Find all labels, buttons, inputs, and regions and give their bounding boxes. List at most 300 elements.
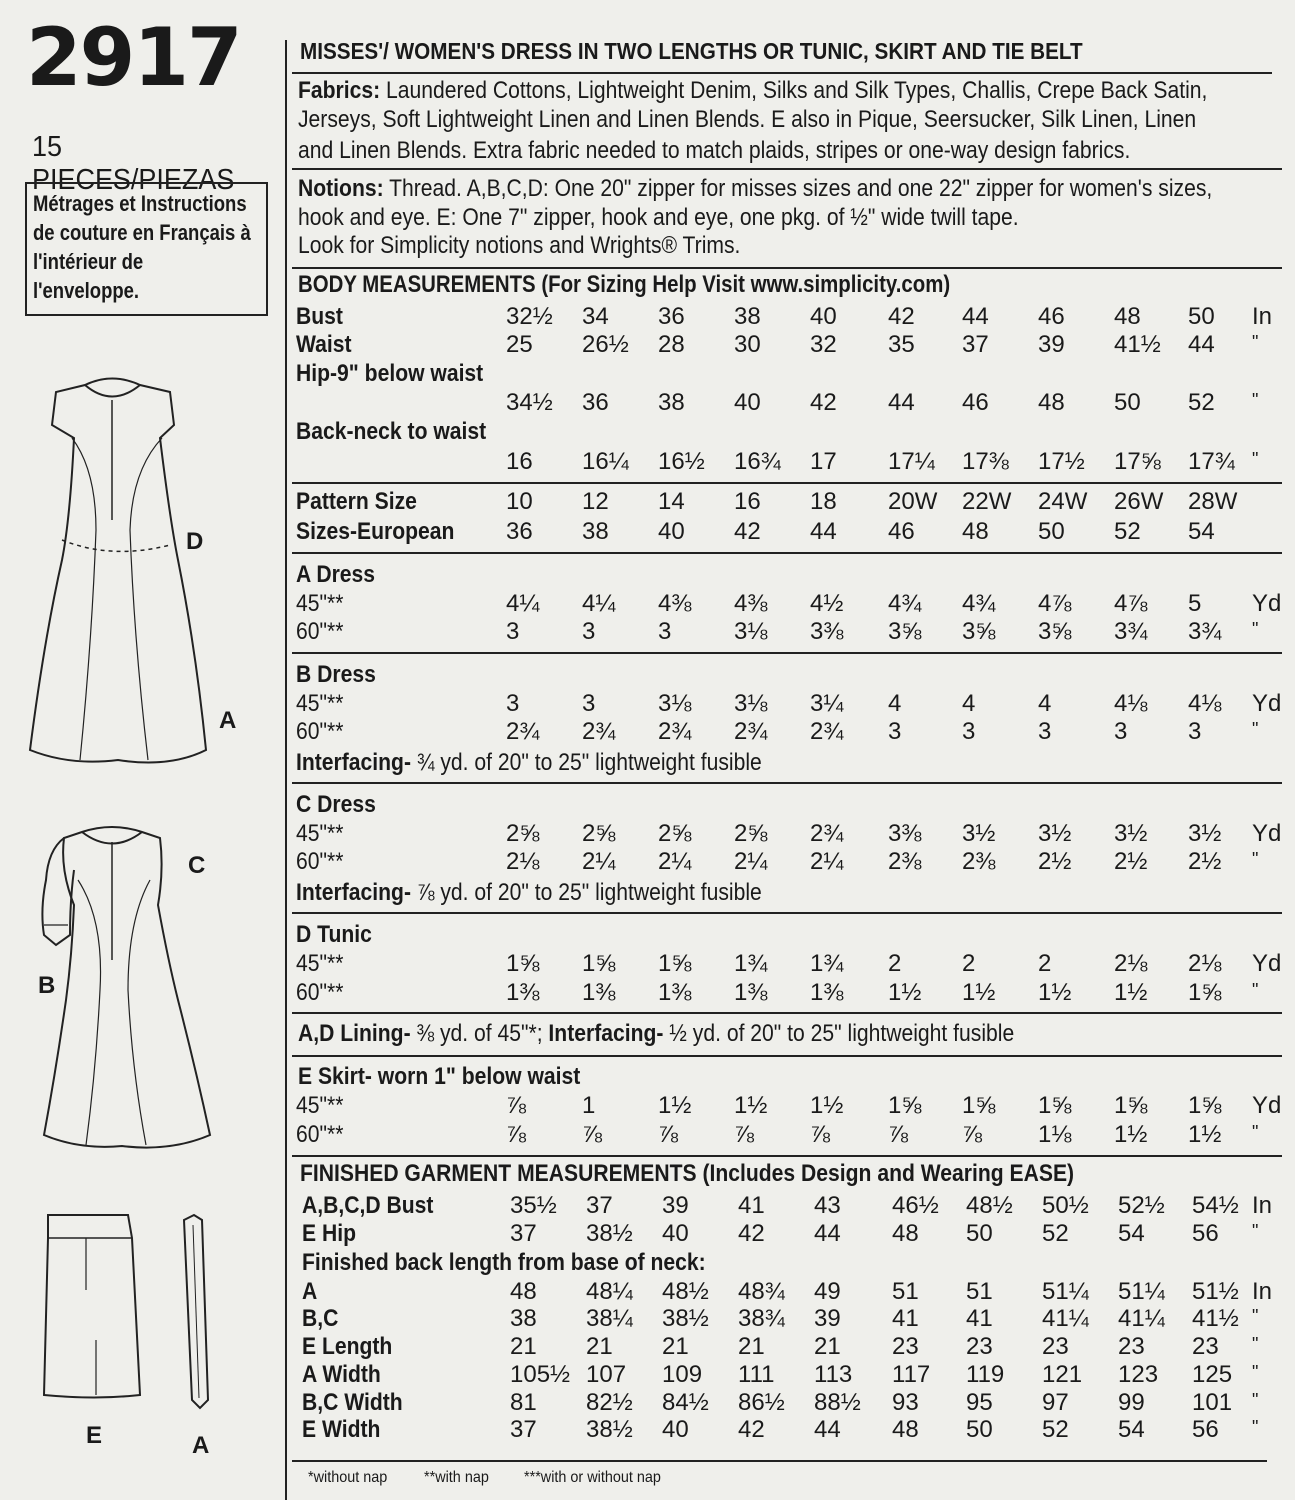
divider [292,1155,1282,1157]
value-cell: 2⅝ [582,820,616,847]
interfacing-text: ⅞ yd. of 20" to 25" lightweight fusible [411,879,762,906]
value-cell: 23 [1042,1333,1069,1360]
value-cell: 51 [966,1278,993,1305]
value-cell: 2 [1038,950,1052,977]
value-cell: 1⅝ [582,950,616,977]
value-cell: 44 [814,1416,841,1443]
value-cell: 52½ [1118,1192,1165,1219]
value-cell: 50 [1188,303,1215,330]
value-cell: 123 [1118,1361,1159,1388]
value-cell: 38 [658,389,685,416]
value-cell: 26W [1114,488,1164,515]
value-cell: ⅞ [582,1121,603,1148]
value-cell: 88½ [814,1389,861,1416]
row-label: 45"** [296,690,344,717]
finished-heading: FINISHED GARMENT MEASUREMENTS (Includes Design and Wearing EASE) [300,1160,1075,1187]
interfacing-label: Interfacing- [548,1020,664,1047]
row-label: Bust [296,303,343,330]
value-cell: 54½ [1192,1192,1239,1219]
value-cell: 4⅞ [1038,590,1072,617]
value-cell: 35 [888,331,915,358]
section-title: E Skirt- worn 1" below waist [298,1063,581,1090]
value-cell: 41½ [1192,1305,1239,1332]
value-cell: 2⅝ [658,820,692,847]
unit-label: Yd [1252,950,1282,977]
row-label: 60"** [296,618,344,645]
value-cell: 50 [966,1416,993,1443]
value-cell: 2⅛ [1114,950,1148,977]
value-cell: 42 [810,389,837,416]
tie-belt-sketch [184,1215,208,1408]
value-cell: 46½ [892,1192,939,1219]
value-cell: 48½ [662,1278,709,1305]
value-cell: ⅞ [506,1121,527,1148]
dress-b-c-sketch [42,827,210,1148]
french-line: l'enveloppe. [33,278,140,303]
value-cell: 51 [892,1278,919,1305]
value-cell: 2 [962,950,976,977]
unit-label: Yd [1252,690,1282,717]
value-cell: 111 [738,1361,775,1388]
footnote-with-nap: **with nap [424,1469,489,1486]
section-title: A Dress [296,561,376,588]
value-cell: 4¼ [506,590,540,617]
value-cell: 23 [1118,1333,1145,1360]
value-cell: 48 [1114,303,1141,330]
row-label: 45"** [296,1092,344,1119]
value-cell: 43 [814,1192,841,1219]
value-cell: 46 [888,518,915,545]
value-cell: 113 [814,1361,853,1388]
value-cell: 26½ [582,331,629,358]
value-cell: 1⅜ [810,979,844,1006]
value-cell: 38¾ [738,1305,785,1332]
fabrics-line-1 [298,79,1207,103]
value-cell: 101 [1192,1389,1233,1416]
interfacing-text: ¾ yd. of 20" to 25" lightweight fusible [411,749,762,776]
value-cell: 32½ [506,303,553,330]
value-cell: 48¾ [738,1278,785,1305]
divider [292,482,1282,484]
value-cell: 1½ [962,979,996,1006]
value-cell: 3 [1114,718,1128,745]
value-cell: 1⅝ [1188,1092,1222,1119]
value-cell: 52 [1114,518,1141,545]
unit-label: " [1252,390,1259,410]
value-cell: 3½ [1188,820,1222,847]
value-cell: 2⅛ [1188,950,1222,977]
value-cell: 3¾ [1114,618,1148,645]
unit-label: " [1252,980,1259,1000]
value-cell: 16¾ [734,448,781,475]
value-cell: 12 [582,488,609,515]
value-cell: 3⅜ [810,618,844,645]
fabrics-label: Fabrics: [298,77,381,104]
value-cell: 51¼ [1042,1278,1089,1305]
row-label: 60"** [296,718,344,745]
value-cell: ⅞ [658,1121,679,1148]
sketch-label-c: C [188,852,206,879]
divider [292,782,1282,784]
value-cell: 49 [814,1278,841,1305]
value-cell: 1½ [734,1092,768,1119]
value-cell: 38½ [662,1305,709,1332]
value-cell: 4⅛ [1114,690,1148,717]
value-cell: 1⅝ [506,950,540,977]
value-cell: 14 [658,488,685,515]
row-label: B,C Width [302,1389,403,1416]
value-cell: 3 [506,690,520,717]
value-cell: 4 [962,690,976,717]
value-cell: 54 [1118,1220,1145,1247]
value-cell: 1⅝ [1114,1092,1148,1119]
value-cell: 3¾ [1188,618,1222,645]
unit-label: In [1252,303,1273,330]
value-cell: 46 [962,389,989,416]
value-cell: 28 [658,331,685,358]
divider [292,168,1282,170]
value-cell: 2 [888,950,902,977]
unit-label: Yd [1252,1092,1282,1119]
value-cell: 4¾ [888,590,922,617]
value-cell: 86½ [738,1389,785,1416]
value-cell: 16 [506,448,533,475]
value-cell: 3 [1038,718,1052,745]
value-cell: 41 [738,1192,765,1219]
value-cell: 51½ [1192,1278,1239,1305]
pattern-number: 2917 [26,11,241,104]
value-cell: 17¼ [888,448,935,475]
value-cell: 17½ [1038,448,1085,475]
value-cell: 2½ [1038,848,1072,875]
value-cell: 5 [1188,590,1202,617]
value-cell: 125 [1192,1361,1233,1388]
value-cell: 41¼ [1118,1305,1165,1332]
value-cell: 48 [892,1220,919,1247]
value-cell: 21 [510,1333,537,1360]
value-cell: 36 [506,518,533,545]
value-cell: 37 [510,1416,537,1443]
french-line: Métrages et Instructions [33,191,247,216]
unit-label: In [1252,1192,1273,1219]
value-cell: 2⅝ [734,820,768,847]
value-cell: 2¼ [734,848,768,875]
row-label: 45"** [296,950,344,977]
column-divider [285,40,287,1500]
value-cell: 1½ [1114,1121,1148,1148]
row-label: 45"** [296,590,344,617]
value-cell: 52 [1042,1416,1069,1443]
value-cell: 1 [582,1092,596,1119]
interfacing-note [296,881,762,905]
divider [292,652,1282,654]
value-cell: 2¾ [506,718,540,745]
unit-label: " [1252,1334,1259,1354]
section-title: D Tunic [296,921,372,948]
sketch-label-d: D [186,528,204,555]
interfacing-label: Interfacing- [296,879,412,906]
value-cell: 22W [962,488,1012,515]
back-length-heading: Finished back length from base of neck: [302,1249,706,1276]
notions-line-1 [298,177,1212,201]
divider [292,552,1282,554]
value-cell: 95 [966,1389,993,1416]
value-cell: 2½ [1188,848,1222,875]
value-cell: 3½ [962,820,996,847]
value-cell: 41¼ [1042,1305,1089,1332]
unit-label: Yd [1252,590,1282,617]
fabrics-line-3: and Linen Blends. Extra fabric needed to match plaids, stripes or one-way design fabrics. [298,137,1131,164]
value-cell: 3½ [1038,820,1072,847]
value-cell: 16½ [658,448,705,475]
unit-label: In [1252,1278,1273,1305]
row-label: 60"** [296,979,344,1006]
unit-label: " [1252,1306,1259,1326]
section-title: C Dress [296,791,376,818]
value-cell: 48 [962,518,989,545]
value-cell: 3 [582,690,596,717]
row-label: Hip-9" below waist [296,360,484,387]
value-cell: ⅞ [888,1121,909,1148]
divider [292,72,1272,74]
unit-label: " [1252,1362,1259,1382]
value-cell: 23 [1192,1333,1219,1360]
footnote-with-or-without-nap: ***with or without nap [524,1469,661,1486]
value-cell: 4 [888,690,902,717]
value-cell: 44 [1188,331,1215,358]
value-cell: 38½ [586,1220,633,1247]
value-cell: 93 [892,1389,919,1416]
value-cell: 16¼ [582,448,629,475]
divider [292,912,1282,914]
value-cell: 23 [892,1333,919,1360]
value-cell: 2¾ [658,718,692,745]
value-cell: 42 [738,1220,765,1247]
row-label: Back-neck to waist [296,418,487,445]
value-cell: 3 [1188,718,1202,745]
value-cell: 37 [510,1220,537,1247]
value-cell: 3¼ [810,690,844,717]
value-cell: 41 [966,1305,993,1332]
value-cell: 52 [1188,389,1215,416]
lining-text: ⅜ yd. of 45"*; [410,1020,549,1047]
value-cell: 4⅛ [1188,690,1222,717]
value-cell: 119 [966,1361,1005,1388]
value-cell: 50½ [1042,1192,1089,1219]
french-line: l'intérieur de [33,249,144,274]
value-cell: 21 [738,1333,765,1360]
value-cell: ⅞ [506,1092,527,1119]
unit-label: " [1252,619,1259,639]
value-cell: 1⅝ [1038,1092,1072,1119]
value-cell: 44 [888,389,915,416]
value-cell: 3 [658,618,672,645]
value-cell: 21 [662,1333,689,1360]
lining-note [298,1022,1014,1046]
skirt-e-sketch [44,1215,140,1398]
value-cell: 2¾ [582,718,616,745]
value-cell: 42 [734,518,761,545]
value-cell: 25 [506,331,533,358]
value-cell: 3 [888,718,902,745]
divider [292,1460,1267,1462]
value-cell: 48 [1038,389,1065,416]
notions-text: Thread. A,B,C,D: One 20" zipper for misses sizes and one 22" zipper for women's sizes, [389,175,1213,202]
value-cell: 84½ [662,1389,709,1416]
value-cell: 51¼ [1118,1278,1165,1305]
value-cell: 24W [1038,488,1088,515]
value-cell: 36 [582,389,609,416]
value-cell: 34½ [506,389,553,416]
value-cell: 37 [586,1192,613,1219]
value-cell: 39 [1038,331,1065,358]
sketch-label-b: B [38,972,56,999]
interfacing-label: Interfacing- [296,749,412,776]
value-cell: 40 [658,518,685,545]
value-cell: 37 [962,331,989,358]
value-cell: 109 [662,1361,703,1388]
value-cell: 50 [1038,518,1065,545]
notions-line-3: Look for Simplicity notions and Wrights® Trims. [298,232,741,259]
value-cell: 41 [892,1305,919,1332]
row-label: A,B,C,D Bust [302,1192,434,1219]
value-cell: 21 [586,1333,613,1360]
value-cell: ⅞ [810,1121,831,1148]
sketch-label-a: A [219,707,237,734]
value-cell: 2¼ [658,848,692,875]
value-cell: 81 [510,1389,537,1416]
value-cell: 40 [734,389,761,416]
value-cell: 2⅜ [962,848,996,875]
value-cell: 2¾ [810,820,844,847]
dress-d-a-sketch [30,379,206,763]
value-cell: 2¼ [582,848,616,875]
value-cell: 2½ [1114,848,1148,875]
value-cell: 4 [1038,690,1052,717]
value-cell: 1½ [1038,979,1072,1006]
value-cell: 39 [662,1192,689,1219]
value-cell: 2⅜ [888,848,922,875]
value-cell: 38 [510,1305,537,1332]
value-cell: 4⅞ [1114,590,1148,617]
value-cell: 52 [1042,1220,1069,1247]
value-cell: 1⅜ [658,979,692,1006]
notions-label: Notions: [298,175,384,202]
value-cell: 44 [814,1220,841,1247]
unit-label: " [1252,1417,1259,1437]
row-label: E Hip [302,1220,356,1247]
value-cell: 1⅝ [962,1092,996,1119]
value-cell: 56 [1192,1220,1219,1247]
value-cell: 23 [966,1333,993,1360]
value-cell: 82½ [586,1389,633,1416]
garment-sketches [0,0,282,1500]
unit-label: " [1252,1122,1259,1142]
value-cell: 1⅝ [888,1092,922,1119]
value-cell: 40 [810,303,837,330]
row-label: 45"** [296,820,344,847]
value-cell: 97 [1042,1389,1069,1416]
value-cell: 40 [662,1416,689,1443]
value-cell: 3½ [1114,820,1148,847]
row-label: 60"** [296,1121,344,1148]
value-cell: 121 [1042,1361,1083,1388]
value-cell: 10 [506,488,533,515]
value-cell: 1½ [1114,979,1148,1006]
value-cell: ⅞ [734,1121,755,1148]
value-cell: 28W [1188,488,1238,515]
row-label: E Length [302,1333,393,1360]
value-cell: 50 [1114,389,1141,416]
value-cell: 4¾ [962,590,996,617]
divider [292,1055,1282,1057]
body-measurements-heading: BODY MEASUREMENTS (For Sizing Help Visit www.simplicity.com) [298,271,951,298]
value-cell: 46 [1038,303,1065,330]
unit-label: " [1252,1221,1259,1241]
value-cell: 3 [962,718,976,745]
value-cell: 1⅛ [1038,1121,1072,1148]
value-cell: 107 [586,1361,627,1388]
row-label: A Width [302,1361,381,1388]
value-cell: 38½ [586,1416,633,1443]
french-line: de couture en Français à [33,220,251,245]
value-cell: 117 [892,1361,931,1388]
row-label: A [302,1278,318,1305]
value-cell: 42 [738,1416,765,1443]
value-cell: 1⅜ [734,979,768,1006]
value-cell: 48½ [966,1192,1013,1219]
value-cell: 105½ [510,1361,571,1388]
value-cell: 1¾ [810,950,844,977]
value-cell: 18 [810,488,837,515]
value-cell: 34 [582,303,609,330]
footnote-without-nap: *without nap [308,1469,388,1486]
unit-label: " [1252,332,1259,352]
value-cell: 3⅛ [658,690,692,717]
notions-line-2: hook and eye. E: One 7" zipper, hook and eye, one pkg. of ½" wide twill tape. [298,204,1019,231]
unit-label: " [1252,449,1259,469]
row-label: 60"** [296,848,344,875]
value-cell: ⅞ [962,1121,983,1148]
value-cell: 3 [582,618,596,645]
value-cell: 20W [888,488,938,515]
section-title: B Dress [296,661,376,688]
value-cell: 1⅝ [1188,979,1222,1006]
value-cell: 21 [814,1333,841,1360]
row-label: E Width [302,1416,381,1443]
value-cell: 17¾ [1188,448,1235,475]
lining-label: A,D Lining- [298,1020,411,1047]
value-cell: 4⅜ [734,590,768,617]
value-cell: 3⅝ [888,618,922,645]
value-cell: 4⅜ [658,590,692,617]
fabrics-text: Laundered Cottons, Lightweight Denim, Silks and Silk Types, Challis, Crepe Back Satin, [386,77,1208,104]
value-cell: 1½ [888,979,922,1006]
value-cell: 2¾ [734,718,768,745]
value-cell: 4¼ [582,590,616,617]
value-cell: 1½ [658,1092,692,1119]
value-cell: 1½ [810,1092,844,1119]
divider [292,267,1282,269]
value-cell: 99 [1118,1389,1145,1416]
value-cell: 54 [1188,518,1215,545]
row-label: Pattern Size [296,488,417,515]
value-cell: 3⅛ [734,618,768,645]
value-cell: 2¾ [810,718,844,745]
sketch-label-e: E [86,1422,103,1449]
pattern-title: MISSES'/ WOMEN'S DRESS IN TWO LENGTHS OR TUNIC, SKIRT AND TIE BELT [300,38,1083,64]
value-cell: 1⅜ [506,979,540,1006]
